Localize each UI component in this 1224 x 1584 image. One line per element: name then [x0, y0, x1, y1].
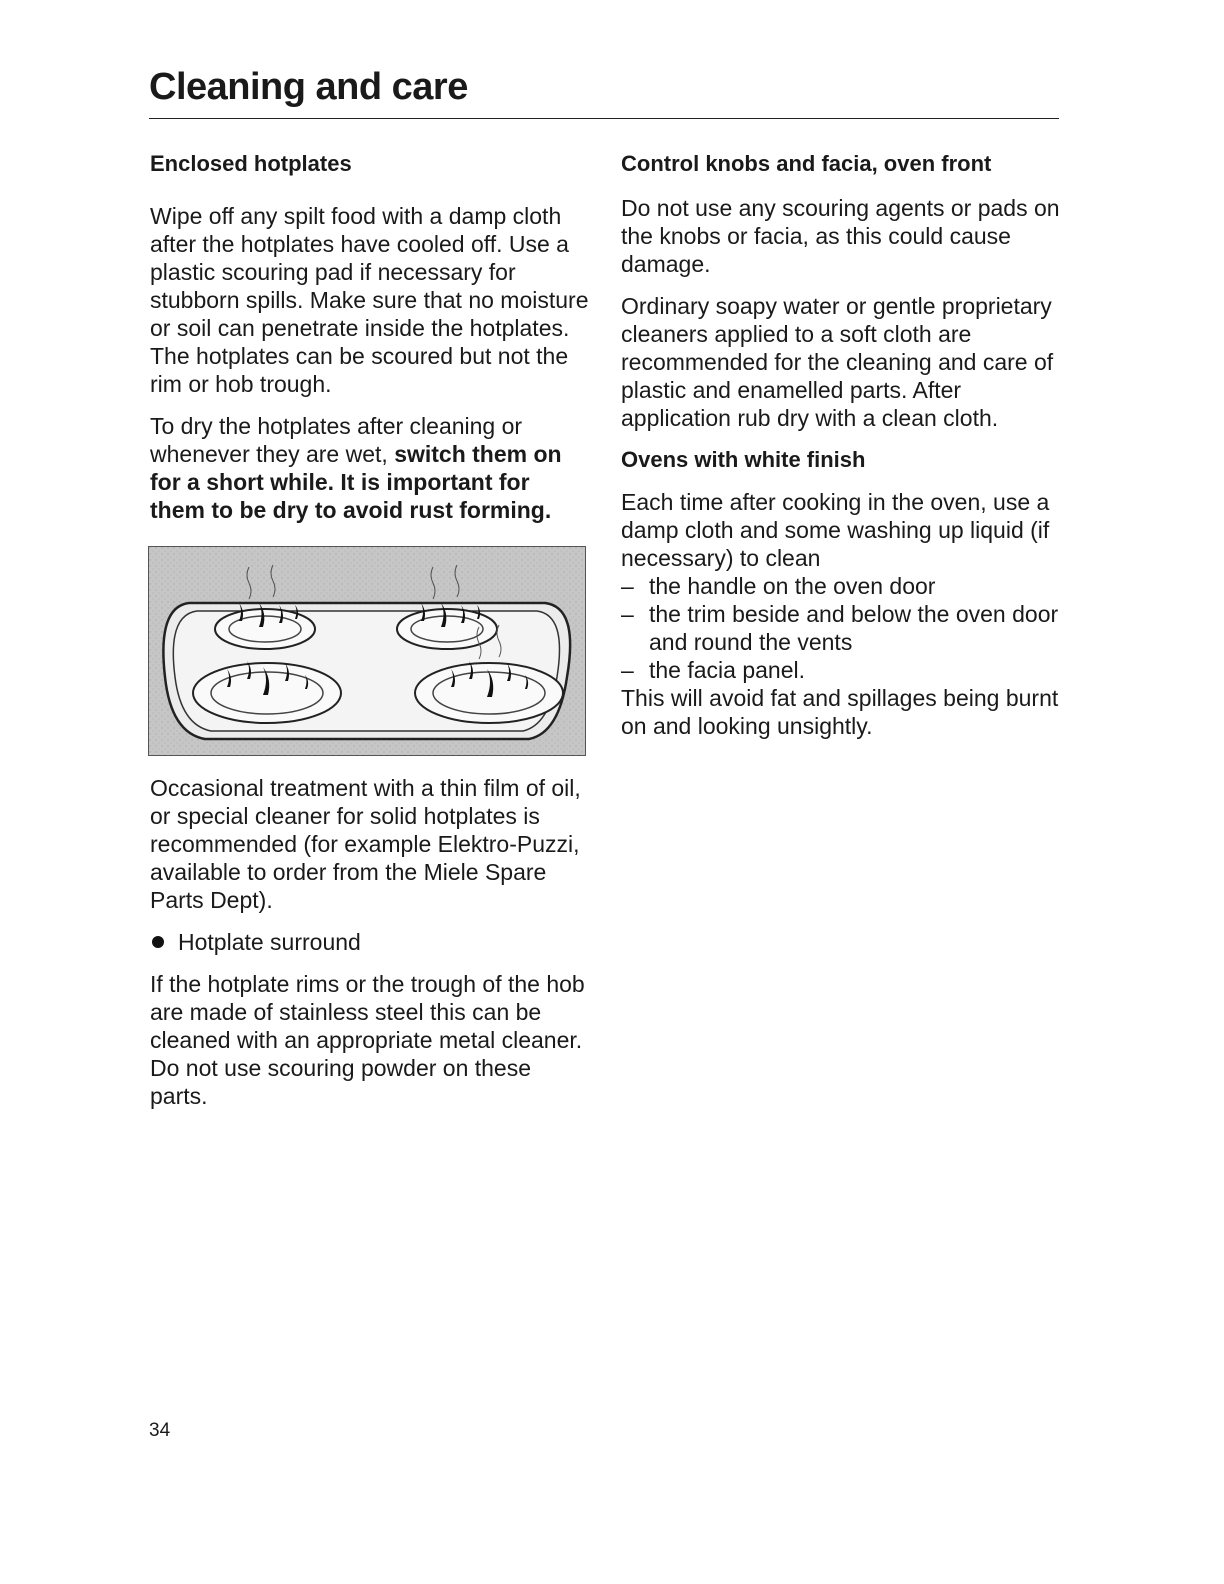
page-number: 34 — [149, 1420, 171, 1441]
dash-mark: – — [621, 573, 634, 599]
hotplate-back-left — [215, 609, 315, 649]
bullet-icon — [152, 936, 164, 948]
hotplate-back-right — [397, 609, 497, 649]
section-heading-enclosed-hotplates: Enclosed hotplates — [150, 151, 352, 176]
list-item: – the facia panel. — [621, 657, 806, 683]
paragraph-avoid-fat: This will avoid fat and spillages being burnt on and looking unsightly. — [621, 685, 1059, 739]
page-title: Cleaning and care — [149, 66, 468, 108]
paragraph-wipe-spills: Wipe off any spilt food with a damp cloth after the hotplates have cooled off. Use a plastic scouring pad if necessary for stubborn spills. Make sure that no moisture or soil can penetrate inside the hotplates. The hotplates can be scoured but not the rim or hob trough. — [150, 203, 589, 397]
list-item: – the trim beside and below the oven door and round the vents — [621, 601, 1059, 655]
cleaning-list — [621, 572, 1066, 684]
left-column — [150, 150, 590, 1110]
dash-mark: – — [621, 657, 634, 683]
paragraph-oil-treatment: Occasional treatment with a thin film of oil, or special cleaner for solid hotplates is recommended (for example Elektro-Puzzi, available to order from the Miele Spare Parts Dept). — [150, 775, 581, 913]
right-column — [621, 150, 1066, 740]
paragraph-stainless-steel: If the hotplate rims or the trough of the hob are made of stainless steel this can be cleaned with an appropriate metal cleaner. Do not use scouring powder on these parts. — [150, 971, 585, 1109]
paragraph-dry-hotplates — [150, 412, 590, 524]
paragraph-each-time: Each time after cooking in the oven, use a damp cloth and some washing up liquid (if necessary) to clean — [621, 489, 1050, 571]
list-item: – the handle on the oven door — [621, 573, 936, 599]
paragraph-dry-plain: To dry the hotplates after cleaning or whenever they are wet, — [150, 413, 523, 467]
paragraph-no-scouring: Do not use any scouring agents or pads on the knobs or facia, as this could cause damage. — [621, 195, 1060, 277]
hotplate-surround-heading — [150, 928, 590, 956]
hob-with-steaming-hotplates-image — [149, 547, 585, 755]
section-heading-control-knobs: Control knobs and facia, oven front — [621, 151, 992, 176]
paragraph-soapy-water: Ordinary soapy water or gentle proprietary cleaners applied to a soft cloth are recommended for the cleaning and care of plastic and enamelled parts. After application rub dry with a clean cloth. — [621, 293, 1054, 431]
hob-illustration — [148, 546, 586, 756]
paragraph-dry-warning: switch them on for a short while. It is important for them to be dry to avoid rust forming. — [150, 441, 562, 523]
title-divider — [149, 118, 1059, 119]
section-heading-white-finish: Ovens with white finish — [621, 447, 866, 472]
hotplate-surround-label: Hotplate surround — [178, 929, 361, 955]
dash-mark: – — [621, 601, 634, 627]
